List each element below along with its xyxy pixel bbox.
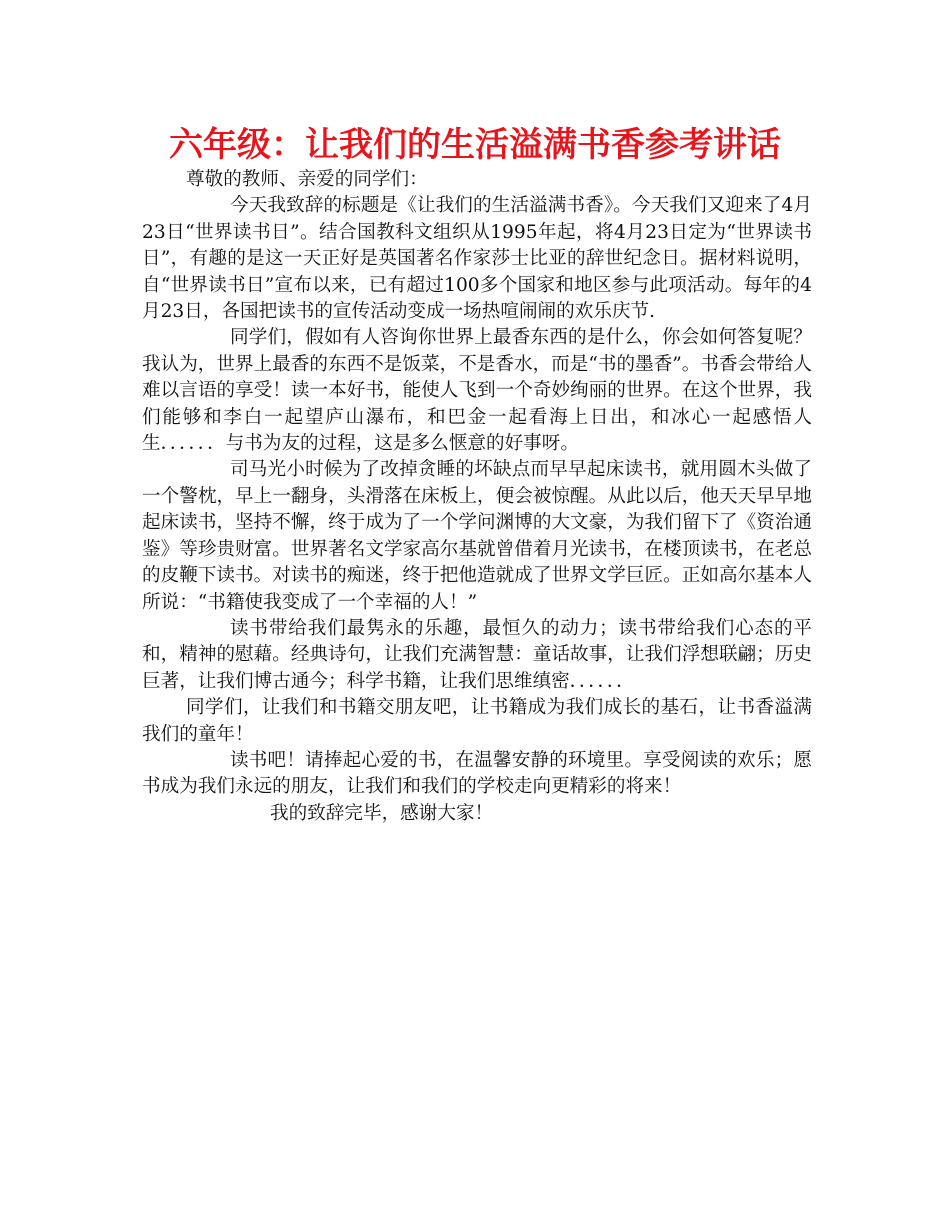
paragraph-conclusion: 读书吧！请捧起心爱的书，在温馨安静的环境里。享受阅读的欢乐；愿书成为我们永远的朋友，让我们和我们的学校走向更精彩的将来！ <box>142 749 812 798</box>
closing-line: 我的致辞完毕，感谢大家！ <box>270 802 494 824</box>
greeting: 尊敬的教师、亲爱的同学们： <box>186 169 428 190</box>
paragraph-benefits: 读书带给我们最隽永的乐趣，最恒久的动力；读书带给我们心态的平和，精神的慰藉。经典诗句，让我们充满智慧：童话故事，让我们浮想联翩；历史巨著，让我们博古通今；科学书籍，让我们思维缜密．．．．．． <box>142 617 812 692</box>
paragraph-intro: 今天我致辞的标题是《让我们的生活溢满书香》。今天我们又迎来了4月23日“世界读书日”。结合国教科文组织从1995年起，将4月23日定为“世界读书日”，有趣的是这一天正好是英国著名作家莎士比亚的辞世纪念日。据材料说明，自“世界读书日”宣布以来，已有超过100多个国家和地区参与此项活动。每年的4月23日，各国把读书的宣传活动变成一场热喧闹闹的欢乐庆节. <box>142 195 812 323</box>
document-title: 六年级：让我们的生活溢满书香参考讲话 <box>169 125 781 165</box>
paragraph-examples: 司马光小时候为了改掉贪睡的坏缺点而早早起床读书，就用圆木头做了一个警枕，早上一翻身，头滑落在床板上，便会被惊醒。从此以后，他天天早早地起床读书，坚持不懈，终于成为了一个学问渊博的大文豪，为我们留下了《资治通鉴》等珍贵财富。世界著名文学家高尔基就曾借着月光读书，在楼顶读书，在老总的皮鞭下读书。对读书的痴迷，终于把他造就成了世界文学巨匠。正如高尔基本人所说：“书籍使我变成了一个幸福的人！” <box>142 459 812 613</box>
paragraph-call: 同学们，让我们和书籍交朋友吧，让书籍成为我们成长的基石，让书香溢满我们的童年！ <box>142 697 812 745</box>
paragraph-fragrance: 同学们，假如有人咨询你世界上最香东西的是什么，你会如何答复呢？我认为，世界上最香的东西不是饭菜，不是香水，而是“书的墨香”。书香会带给人难以言语的享受！读一本好书，能使人飞到一个奇妙绚丽的世界。在这个世界，我们能够和李白一起望庐山瀑布，和巴金一起看海上日出，和冰心一起感悟人生．．．．．．与书为友的过程，这是多么惬意的好事呀。 <box>142 327 812 455</box>
speech-body <box>142 167 812 827</box>
